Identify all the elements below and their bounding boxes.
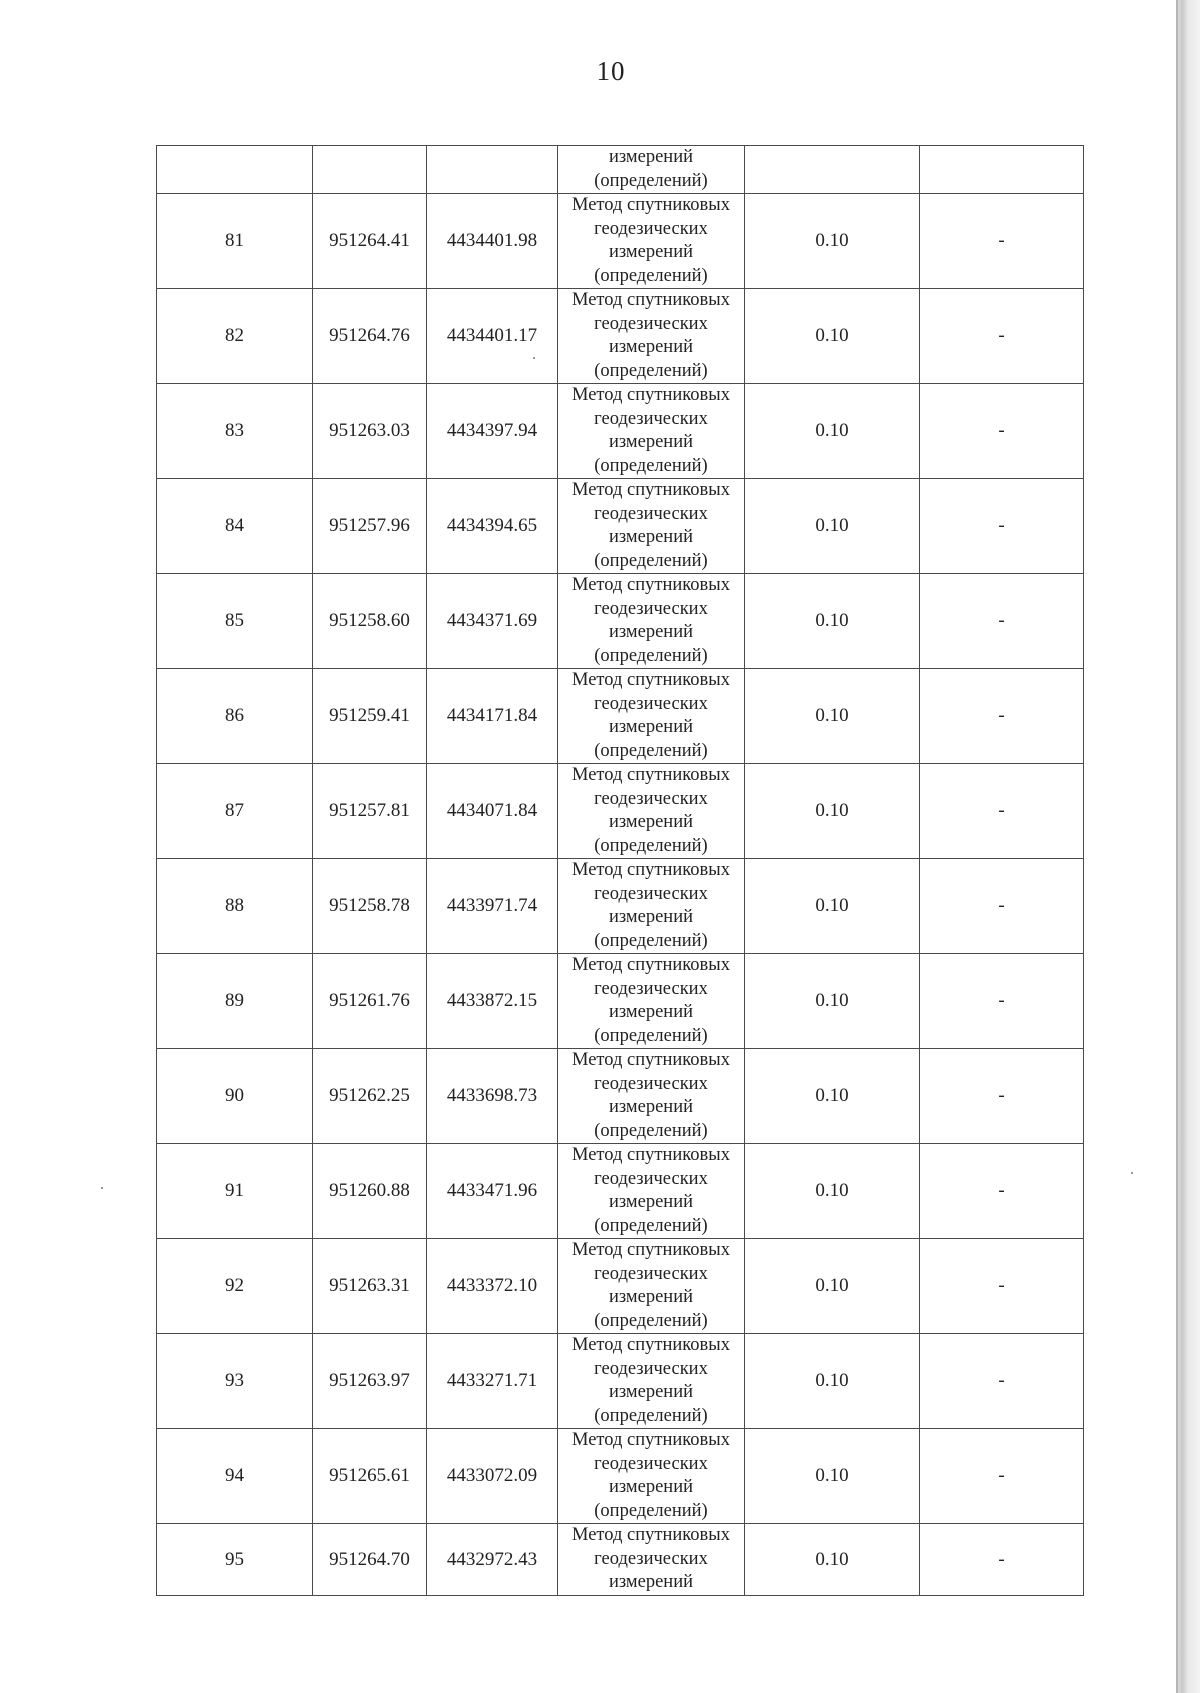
table-row [157,1524,1084,1596]
note-cell: - [920,669,1084,764]
method-cell [558,859,745,954]
method-line: (определений) [594,930,708,951]
method-line: измерений [608,1572,694,1592]
method-cell [558,574,745,669]
method-cell [558,1429,745,1524]
method-line: Метод спутниковых [572,1430,730,1450]
accuracy-cell: 0.10 [745,669,920,764]
method-line: (определений) [594,835,708,856]
method-line: измерений [608,337,694,357]
method-line: геодезических [594,313,708,334]
method-cell [558,954,745,1049]
method-line: Метод спутниковых [572,480,730,500]
point-number-cell: 91 [157,1144,313,1239]
method-line: измерений [608,1382,694,1402]
y-coordinate-cell: 4434071.84 [427,764,558,859]
method-line: измерений [608,622,694,642]
method-line: измерений [608,527,694,547]
note-cell: - [920,1429,1084,1524]
table-row [157,859,1084,954]
accuracy-cell: 0.10 [745,574,920,669]
method-line: измерений [608,907,694,927]
x-coordinate-cell: 951264.70 [313,1524,427,1596]
scan-speck [101,1187,103,1189]
note-cell: - [920,574,1084,669]
y-coordinate-cell: 4433372.10 [427,1239,558,1334]
y-coordinate-cell: 4433971.74 [427,859,558,954]
method-line: геодезических [594,1548,708,1569]
method-line: геодезических [594,218,708,239]
method-line: геодезических [594,1358,708,1379]
accuracy-cell: 0.10 [745,289,920,384]
point-number-cell: 85 [157,574,313,669]
method-line: Метод спутниковых [572,765,730,785]
method-line: (определений) [594,1500,708,1521]
method-line: (определений) [594,455,708,476]
x-coordinate-cell: 951260.88 [313,1144,427,1239]
table-row [157,764,1084,859]
point-number-cell: 82 [157,289,313,384]
table-body [157,146,1084,1596]
method-line: (определений) [594,1025,708,1046]
method-line: (определений) [594,645,708,666]
x-coordinate-cell: 951265.61 [313,1429,427,1524]
x-coordinate-cell: 951264.41 [313,194,427,289]
method-line: Метод спутниковых [572,1335,730,1355]
accuracy-cell: 0.10 [745,1334,920,1429]
y-coordinate-cell: 4433471.96 [427,1144,558,1239]
method-cell [558,194,745,289]
table-row [157,669,1084,764]
x-coordinate-cell: 951261.76 [313,954,427,1049]
x-coordinate-cell: 951263.97 [313,1334,427,1429]
note-cell: - [920,1144,1084,1239]
accuracy-cell: 0.10 [745,1429,920,1524]
table-row [157,384,1084,479]
method-line: Метод спутниковых [572,385,730,405]
method-line: Метод спутниковых [572,670,730,690]
method-line: геодезических [594,1073,708,1094]
method-line: Метод спутниковых [572,575,730,595]
method-line: Метод спутниковых [572,1525,730,1545]
note-cell: - [920,859,1084,954]
y-coordinate-cell: 4434401.98 [427,194,558,289]
coordinates-table [156,145,1084,1596]
point-number-cell: 95 [157,1524,313,1596]
method-line: геодезических [594,1168,708,1189]
table-row [157,574,1084,669]
method-line: измерений [608,812,694,832]
method-line: Метод спутниковых [572,1145,730,1165]
method-cell [558,1524,745,1596]
method-line: измерений [608,1287,694,1307]
x-coordinate-cell: 951262.25 [313,1049,427,1144]
x-coordinate-cell: 951258.60 [313,574,427,669]
y-coordinate-cell: 4433072.09 [427,1429,558,1524]
x-coordinate-cell: 951264.76 [313,289,427,384]
note-cell: - [920,1524,1084,1596]
method-line: геодезических [594,1263,708,1284]
y-cell [427,146,558,194]
accuracy-cell: 0.10 [745,479,920,574]
method-line: (определений) [594,1405,708,1426]
x-coordinate-cell: 951257.96 [313,479,427,574]
point-cell [157,146,313,194]
note-cell: - [920,954,1084,1049]
method-cell [558,146,745,194]
y-coordinate-cell: 4434394.65 [427,479,558,574]
table-row [157,954,1084,1049]
note-cell: - [920,479,1084,574]
table-row [157,479,1084,574]
point-number-cell: 86 [157,669,313,764]
note-cell [920,146,1084,194]
method-cell [558,669,745,764]
method-line: (определений) [594,740,708,761]
y-coordinate-cell: 4433872.15 [427,954,558,1049]
method-line: измерений [608,1002,694,1022]
y-coordinate-cell: 4433698.73 [427,1049,558,1144]
point-number-cell: 83 [157,384,313,479]
y-coordinate-cell: 4434371.69 [427,574,558,669]
x-coordinate-cell: 951258.78 [313,859,427,954]
method-line: геодезических [594,978,708,999]
scan-speck [1131,1172,1133,1174]
accuracy-cell [745,146,920,194]
accuracy-cell: 0.10 [745,1144,920,1239]
method-cell [558,289,745,384]
x-coordinate-cell: 951257.81 [313,764,427,859]
note-cell: - [920,1049,1084,1144]
note-cell: - [920,194,1084,289]
method-line: измерений [608,1192,694,1212]
method-line: (определений) [594,550,708,571]
table-row [157,1429,1084,1524]
method-line: измерений [608,147,694,167]
note-cell: - [920,1334,1084,1429]
note-cell: - [920,384,1084,479]
accuracy-cell: 0.10 [745,1524,920,1596]
point-number-cell: 90 [157,1049,313,1144]
table-row [157,1239,1084,1334]
point-number-cell: 93 [157,1334,313,1429]
x-coordinate-cell: 951263.03 [313,384,427,479]
note-cell: - [920,764,1084,859]
scan-shadow-edge [1178,0,1200,1693]
method-line: (определений) [594,1215,708,1236]
method-line: Метод спутниковых [572,1050,730,1070]
method-line: (определений) [594,170,708,191]
method-line: Метод спутниковых [572,290,730,310]
method-line: геодезических [594,788,708,809]
method-line: Метод спутниковых [572,955,730,975]
method-cell [558,384,745,479]
y-coordinate-cell: 4433271.71 [427,1334,558,1429]
accuracy-cell: 0.10 [745,954,920,1049]
method-cell [558,764,745,859]
method-line: измерений [608,242,694,262]
method-cell [558,1144,745,1239]
method-line: Метод спутниковых [572,1240,730,1260]
method-line: геодезических [594,883,708,904]
method-line: Метод спутниковых [572,860,730,880]
accuracy-cell: 0.10 [745,1239,920,1334]
method-line: измерений [608,1477,694,1497]
note-cell: - [920,289,1084,384]
method-line: геодезических [594,408,708,429]
x-coordinate-cell: 951259.41 [313,669,427,764]
method-line: (определений) [594,265,708,286]
y-coordinate-cell: 4432972.43 [427,1524,558,1596]
method-cell [558,1049,745,1144]
table-row [157,289,1084,384]
point-number-cell: 92 [157,1239,313,1334]
point-number-cell: 81 [157,194,313,289]
x-coordinate-cell: 951263.31 [313,1239,427,1334]
method-line: геодезических [594,693,708,714]
point-number-cell: 84 [157,479,313,574]
accuracy-cell: 0.10 [745,384,920,479]
method-line: (определений) [594,1310,708,1331]
method-line: (определений) [594,1120,708,1141]
y-coordinate-cell: 4434171.84 [427,669,558,764]
table-row [157,1334,1084,1429]
method-cell [558,1239,745,1334]
x-cell [313,146,427,194]
table-row [157,1144,1084,1239]
accuracy-cell: 0.10 [745,859,920,954]
note-cell: - [920,1239,1084,1334]
y-coordinate-cell: 4434401.17 [427,289,558,384]
accuracy-cell: 0.10 [745,194,920,289]
accuracy-cell: 0.10 [745,764,920,859]
method-cell [558,479,745,574]
method-line: измерений [608,432,694,452]
method-line: геодезических [594,598,708,619]
accuracy-cell: 0.10 [745,1049,920,1144]
method-line: Метод спутниковых [572,195,730,215]
scan-speck [533,357,535,359]
point-number-cell: 88 [157,859,313,954]
method-line: измерений [608,717,694,737]
method-line: геодезических [594,1453,708,1474]
continuation-row [157,146,1084,194]
point-number-cell: 94 [157,1429,313,1524]
page-number: 10 [596,56,626,86]
method-line: (определений) [594,360,708,381]
y-coordinate-cell: 4434397.94 [427,384,558,479]
point-number-cell: 87 [157,764,313,859]
point-number-cell: 89 [157,954,313,1049]
table-row [157,194,1084,289]
method-line: геодезических [594,503,708,524]
method-line: измерений [608,1097,694,1117]
table-row [157,1049,1084,1144]
method-cell [558,1334,745,1429]
